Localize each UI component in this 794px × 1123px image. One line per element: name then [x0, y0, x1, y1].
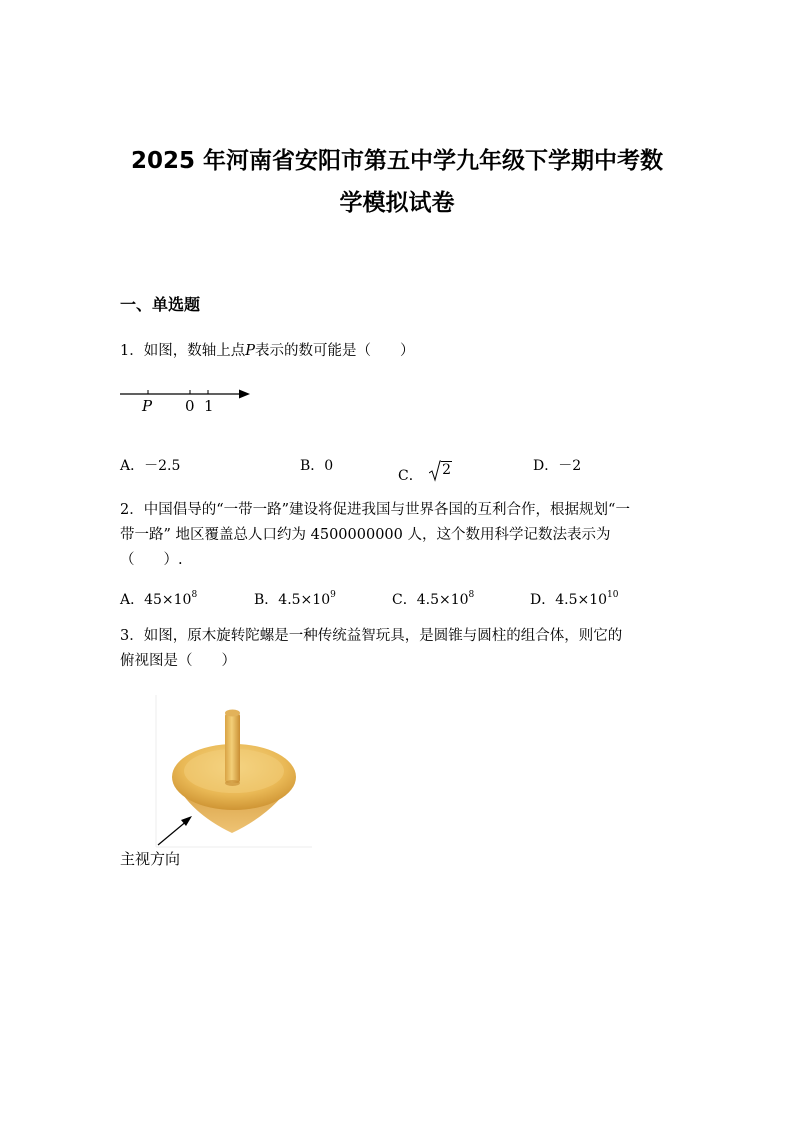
q2-line-3: （ ）. — [120, 552, 183, 568]
question-3 — [120, 624, 690, 674]
question-2 — [120, 498, 690, 573]
spinning-top-image — [150, 695, 320, 855]
q2-option-c-exp: 8 — [468, 590, 475, 600]
q1-var-p: P — [245, 343, 255, 359]
sqrt-sign-icon — [429, 460, 441, 482]
q3-line-2: 俯视图是（ ） — [120, 653, 236, 669]
spinning-top-stick — [225, 713, 240, 783]
q1-option-a[interactable]: A．－2.5 — [120, 458, 181, 474]
q2-option-c-base: C．4.5×10 — [392, 592, 469, 608]
q2-option-b-base: B．4.5×10 — [254, 592, 331, 608]
q2-option-c[interactable] — [392, 589, 474, 609]
label-p: P — [142, 397, 153, 415]
question-1 — [120, 339, 680, 364]
q1-option-c-radicand: 2 — [442, 462, 452, 478]
view-direction-caption: 主视方向 — [120, 850, 181, 868]
q2-line-1: 2．中国倡导的“一带一路”建设将促进我国与世界各国的互利合作，根据规划“一 — [120, 502, 630, 518]
q1-option-d[interactable]: D．－2 — [533, 458, 582, 474]
q2-line-2: 带一路” 地区覆盖总人口约为 4500000000 人，这个数用科学记数法表示为 — [120, 527, 611, 543]
label-0: 0 — [185, 397, 195, 415]
q1-option-c[interactable] — [398, 460, 452, 485]
q3-line-1: 3．如图，原木旋转陀螺是一种传统益智玩具，是圆锥与圆柱的组合体，则它的 — [120, 628, 623, 644]
q2-option-a[interactable] — [120, 589, 197, 609]
q2-option-b[interactable] — [254, 589, 336, 609]
q2-option-d-exp: 10 — [607, 590, 619, 600]
q2-option-b-exp: 9 — [330, 590, 336, 600]
q1-option-b[interactable]: B．0 — [300, 458, 334, 474]
title-line-1: 2025 年河南省安阳市第五中学九年级下学期中考数 — [130, 148, 664, 174]
q1-text-post: 表示的数可能是（ ） — [255, 343, 415, 359]
q2-option-a-base: A．45×10 — [120, 592, 192, 608]
q1-option-c-prefix: C． — [398, 468, 423, 484]
title-line-2: 学模拟试卷 — [339, 190, 455, 216]
q2-option-d[interactable] — [530, 589, 619, 609]
q2-option-d-base: D．4.5×10 — [530, 592, 608, 608]
q1-text-pre: 1．如图，数轴上点 — [120, 343, 246, 359]
number-line-arrow — [239, 390, 250, 399]
q2-option-a-exp: 8 — [191, 590, 198, 600]
number-line-figure — [118, 382, 258, 416]
section-heading: 一、单选题 — [120, 295, 201, 314]
page-title — [100, 140, 694, 224]
view-direction-arrow-line — [158, 820, 188, 845]
label-1: 1 — [204, 397, 214, 415]
